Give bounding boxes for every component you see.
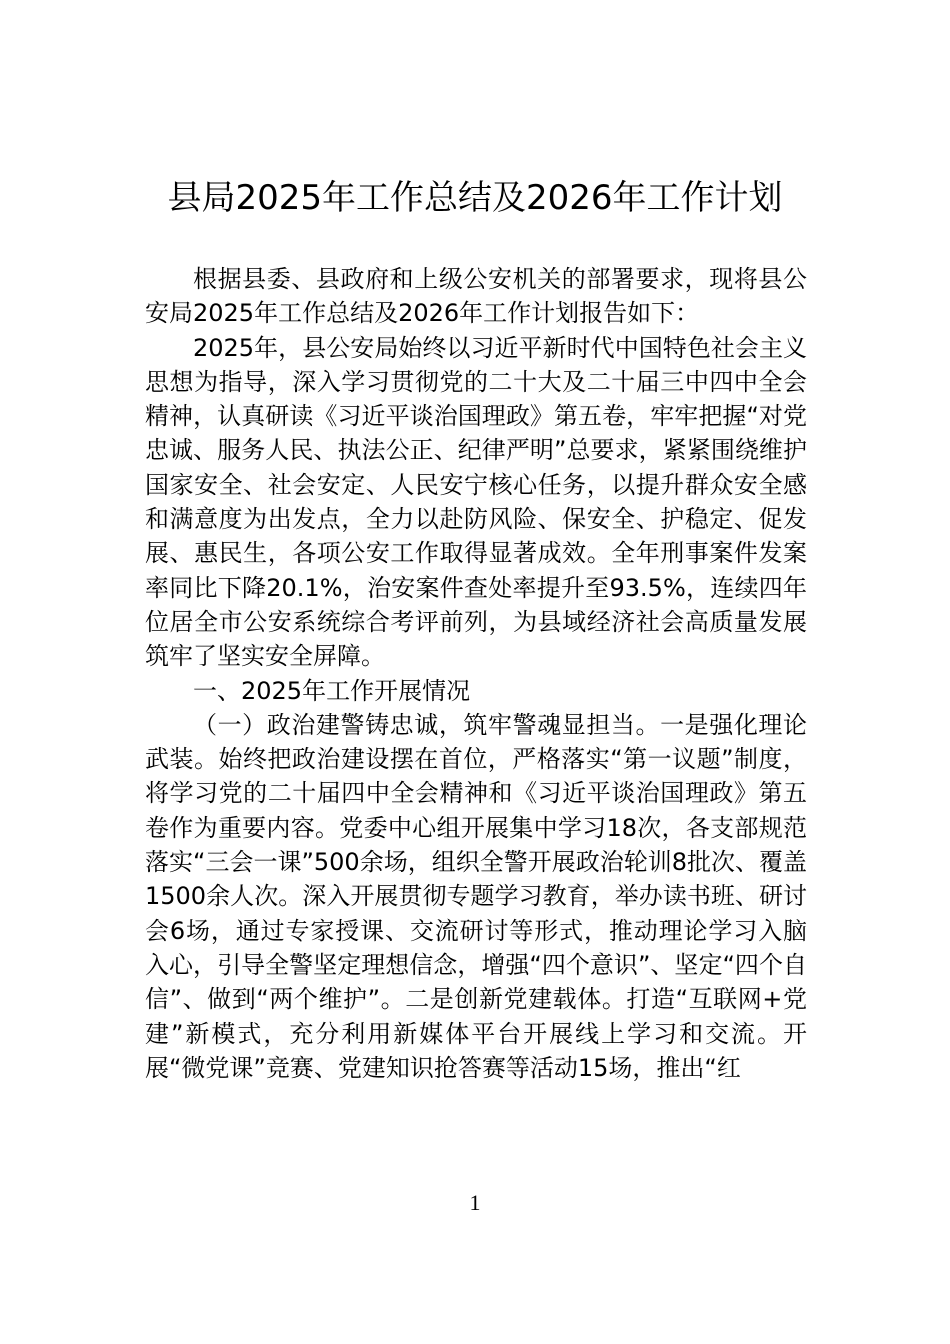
document-body: [145, 262, 807, 1085]
intro-paragraph: 根据县委、县政府和上级公安机关的部署要求，现将县公安局2025年工作总结及2026年工作计划报告如下：: [145, 265, 807, 328]
document-title: 县局2025年工作总结及2026年工作计划: [167, 178, 783, 218]
page-number: 1: [469, 1190, 481, 1215]
section-paragraph: （一）政治建警铸忠诚，筑牢警魂显担当。一是强化理论武装。始终把政治建设摆在首位，严格落实“第一议题”制度，将学习党的二十届四中全会精神和《习近平谈治国理政》第五卷作为重要内容。党委中心组开展集中学习18次，各支部规范落实“三会一课”500余场，组织全警开展政治轮训8批次、覆盖1500余人次。深入开展贯彻专题学习教育，举办读书班、研讨会6场，通过专家授课、交流研讨等形式，推动理论学习入脑入心，引导全警坚定理想信念，增强“四个意识”、坚定“四个自信”、做到“两个维护”。二是创新党建载体。打造“互联网+党建”新模式，充分利用新媒体平台开展线上学习和交流。开展“微党课”竞赛、党建知识抢答赛等活动15场，推出“红: [145, 710, 807, 1082]
summary-paragraph: 2025年，县公安局始终以习近平新时代中国特色社会主义思想为指导，深入学习贯彻党的二十大及二十届三中四中全会精神，认真研读《习近平谈治国理政》第五卷，牢牢把握“对党忠诚、服务人民、执法公正、纪律严明”总要求，紧紧围绕维护国家安全、社会安定、人民安宁核心任务，以提升群众安全感和满意度为出发点，全力以赴防风险、保安全、护稳定、促发展、惠民生，各项公安工作取得显著成效。全年刑事案件发案率同比下降20.1%，治安案件查处率提升至93.5%，连续四年位居全市公安系统综合考评前列，为县域经济社会高质量发展筑牢了坚实安全屏障。: [145, 333, 807, 671]
section-heading: 一、2025年工作开展情况: [193, 676, 471, 705]
